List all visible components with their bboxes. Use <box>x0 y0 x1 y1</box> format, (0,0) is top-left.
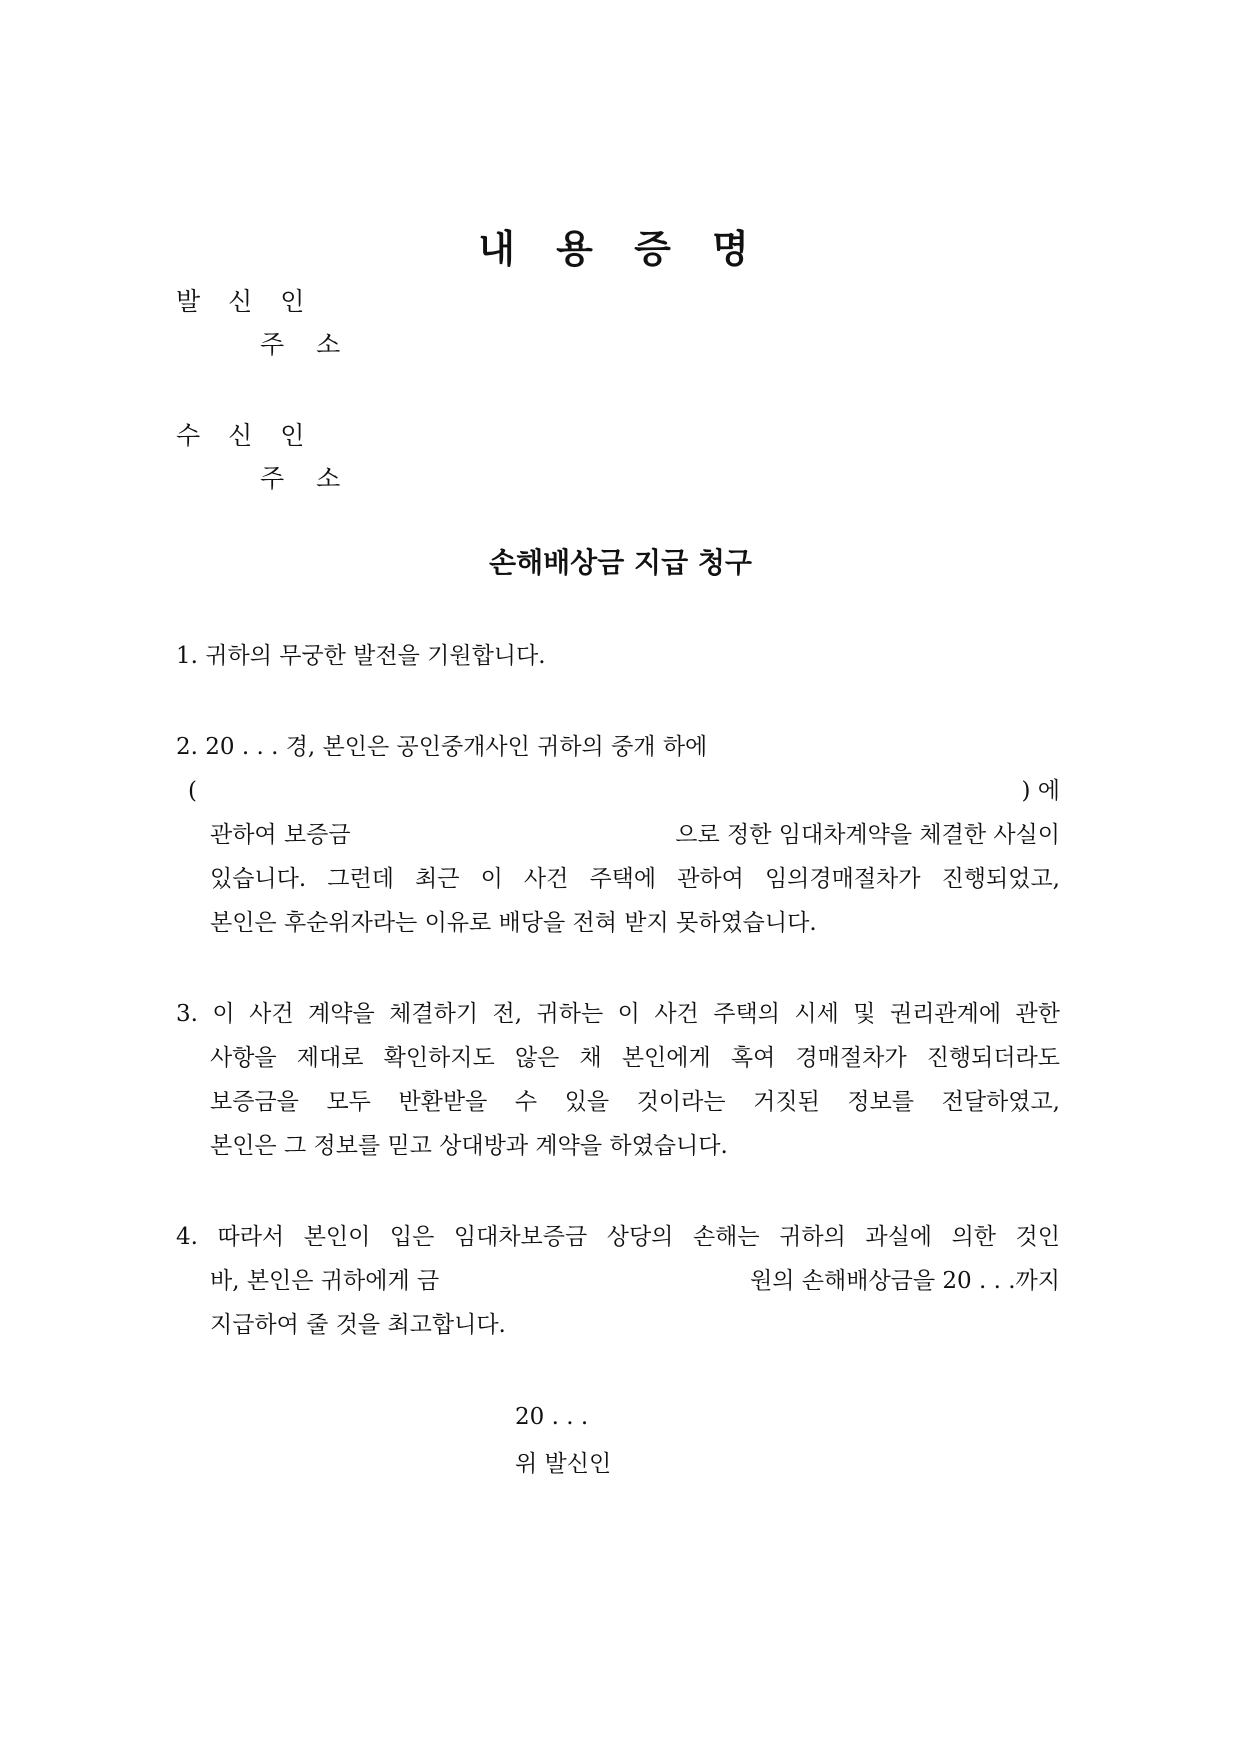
closing-signature: 위 발신인 <box>515 1451 612 1477</box>
item-3-line-2: 사항을 제대로 확인하지도 않은 채 본인에게 혹여 경매절차가 진행되더라도 <box>210 1045 1060 1071</box>
sender-label: 발 신 인 <box>176 287 315 316</box>
sender-address-label: 주 소 <box>260 330 353 359</box>
recipient-label: 수 신 인 <box>176 421 315 450</box>
recipient-address-label: 주 소 <box>260 464 353 493</box>
closing-date: 20 . . . <box>515 1404 589 1430</box>
subject-heading: 손해배상금 지급 청구 <box>489 546 752 579</box>
item-1-line-1: 1. 귀하의 무궁한 발전을 기원합니다. <box>176 643 546 669</box>
open-paren: ( <box>188 778 197 804</box>
item-2-line-3a: 관하여 보증금 <box>210 822 351 848</box>
item-4-line-3: 지급하여 줄 것을 최고합니다. <box>210 1312 506 1338</box>
item-4-line-2a: 바, 본인은 귀하에게 금 <box>210 1268 440 1294</box>
item-2-line-2 <box>188 772 1060 805</box>
item-2-line-4: 있습니다. 그런데 최근 이 사건 주택에 관하여 임의경매절차가 진행되었고, <box>210 866 1060 892</box>
item-4-line-2b: 원의 손해배상금을 20 . . .까지 <box>750 1268 1060 1294</box>
close-paren-suffix: ) 에 <box>1021 778 1060 804</box>
item-3-line-1: 3. 이 사건 계약을 체결하기 전, 귀하는 이 사건 주택의 시세 및 권리관계에 관한 <box>176 1001 1060 1027</box>
item-4-line-1: 4. 따라서 본인이 입은 임대차보증금 상당의 손해는 귀하의 과실에 의한 것인 <box>176 1224 1060 1250</box>
item-2-line-3b: 으로 정한 임대차계약을 체결한 사실이 <box>675 822 1060 848</box>
item-2-line-1: 2. 20 . . . 경, 본인은 공인중개사인 귀하의 중개 하에 <box>176 734 708 760</box>
item-2-line-5: 본인은 후순위자라는 이유로 배당을 전혀 받지 못하였습니다. <box>210 910 817 936</box>
item-3-line-3: 보증금을 모두 반환받을 수 있을 것이라는 거짓된 정보를 전달하였고, <box>210 1089 1060 1115</box>
item-3-line-4: 본인은 그 정보를 믿고 상대방과 계약을 하였습니다. <box>210 1133 728 1159</box>
document-title: 내 용 증 명 <box>478 227 763 271</box>
